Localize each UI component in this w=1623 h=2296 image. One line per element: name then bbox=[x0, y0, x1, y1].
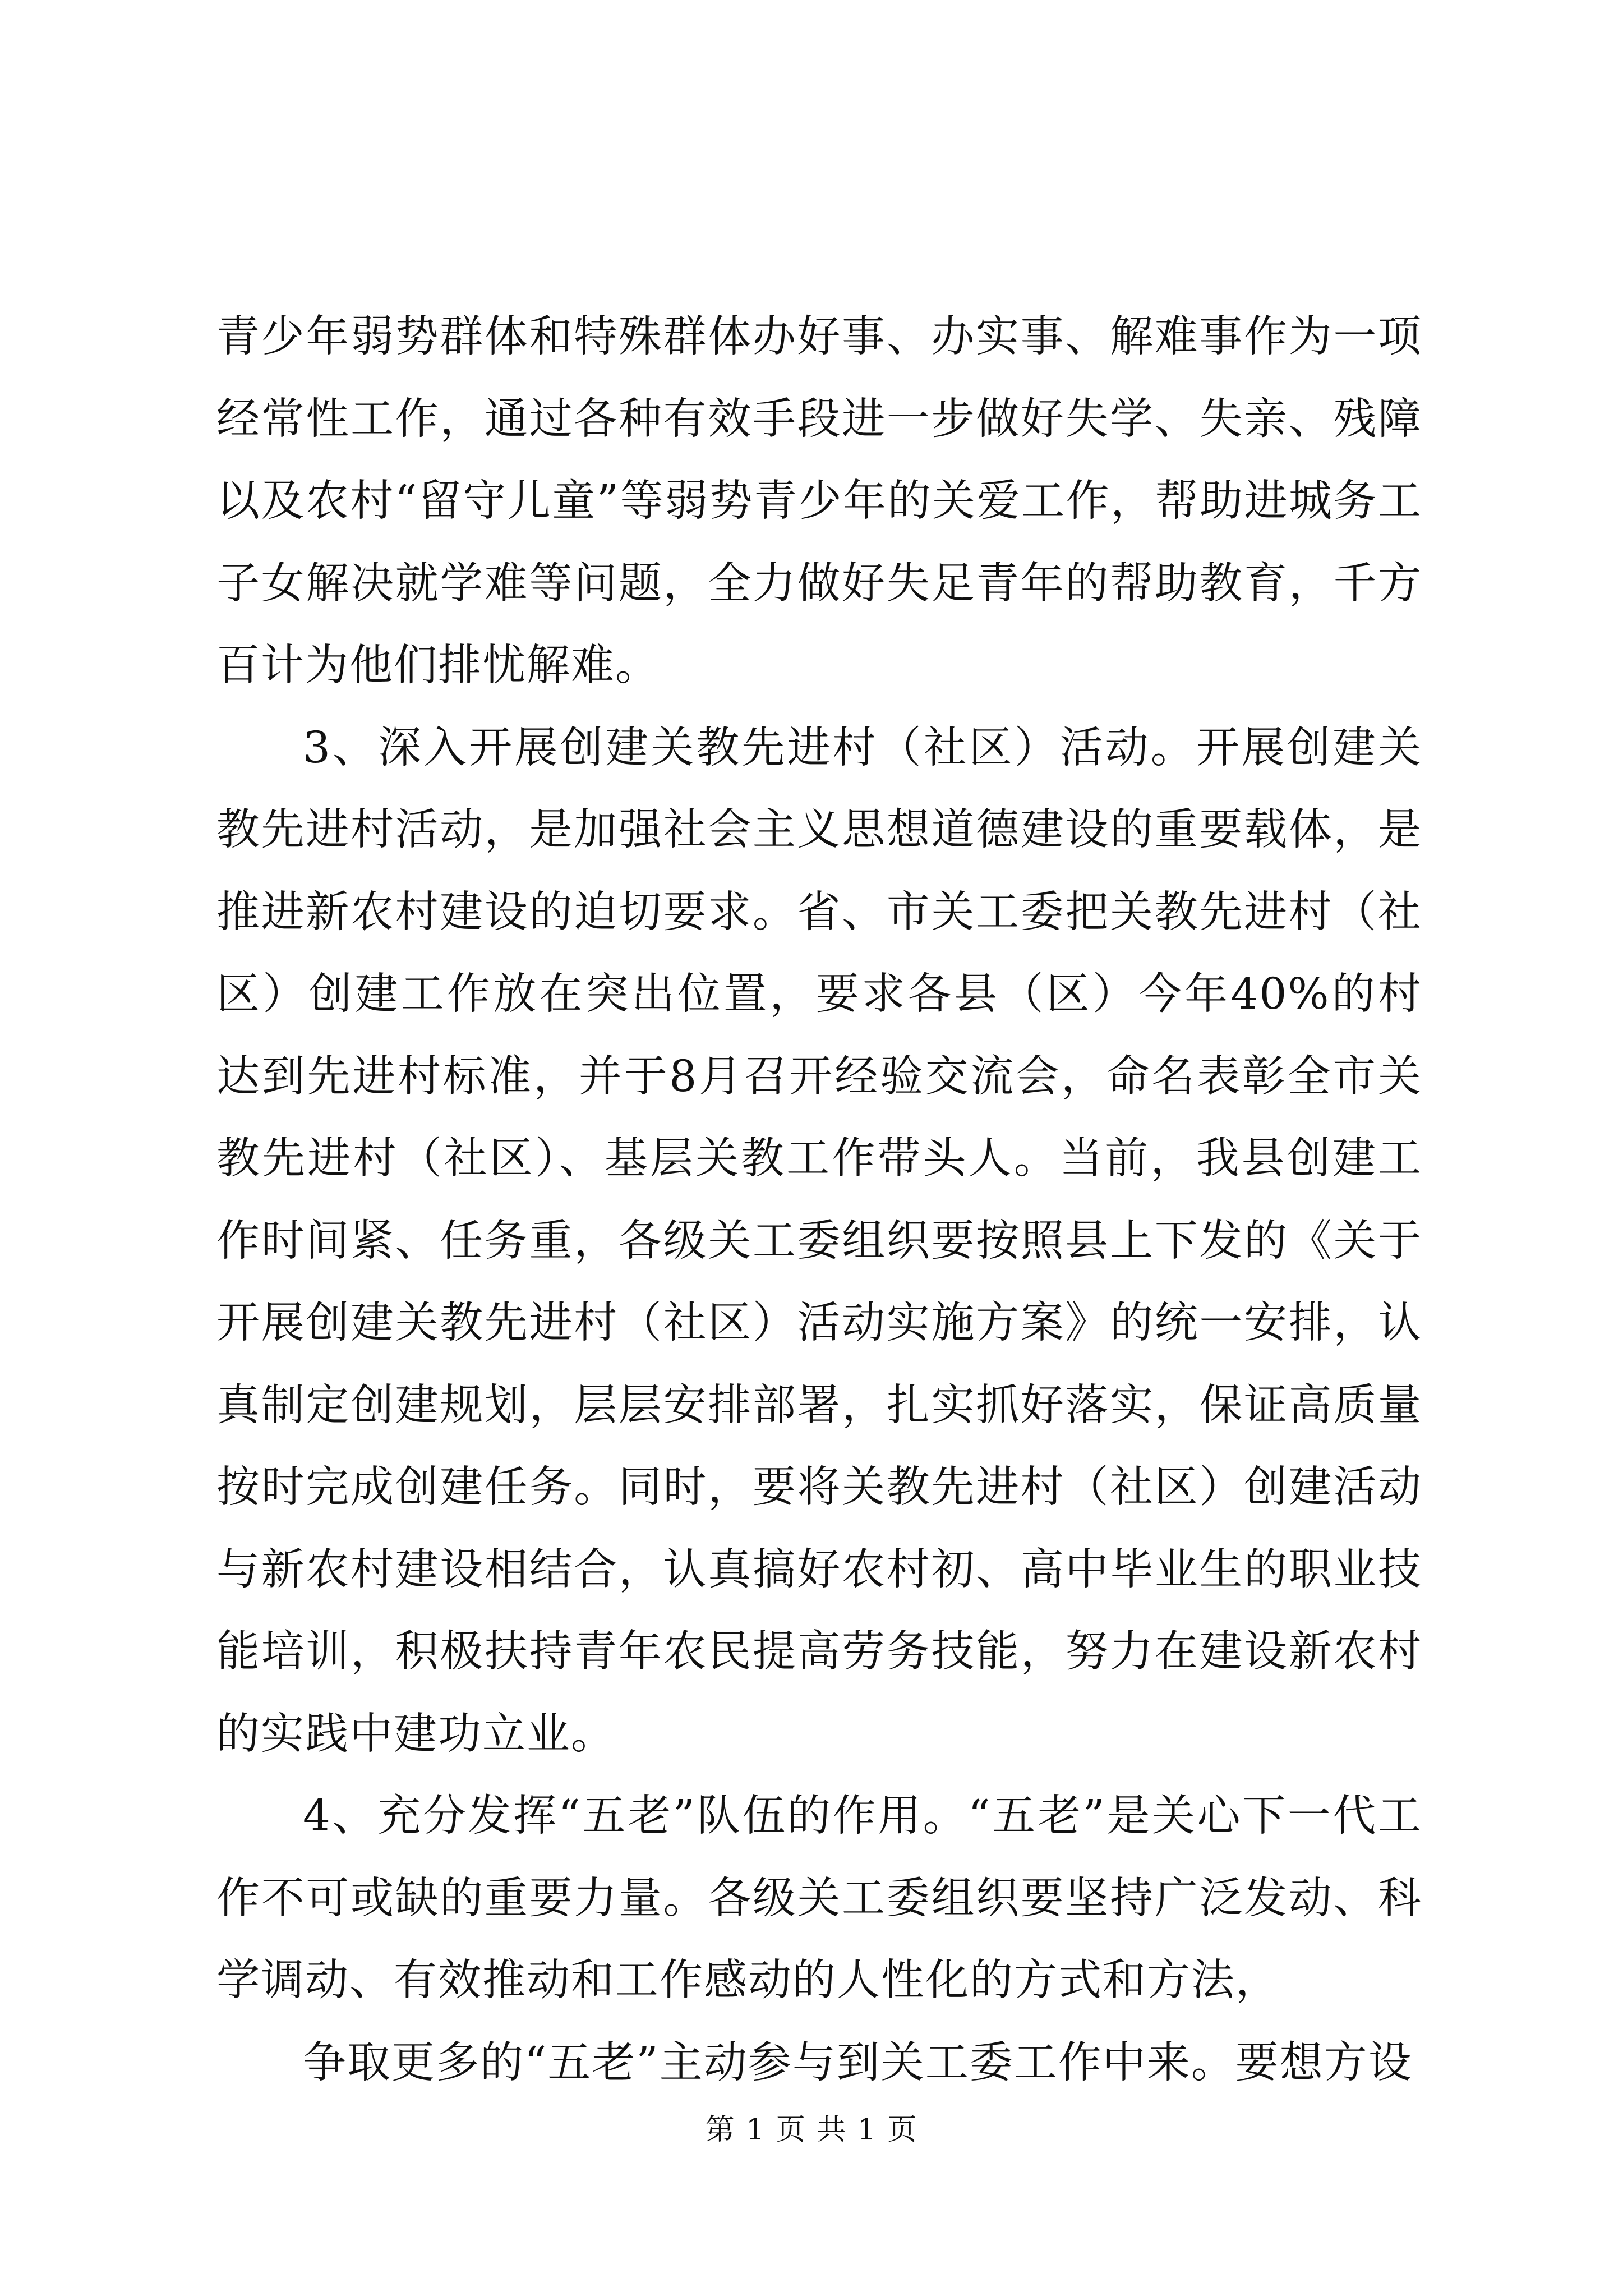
document-body bbox=[216, 296, 1422, 2104]
paragraph-item-4-continued: 争取更多的“五老”主动参与到关工委工作中来。要想方设 bbox=[303, 2037, 1413, 2088]
paragraph-item-3: 3、深入开展创建关教先进村（社区）活动。开展创建关教先进村活动，是加强社会主义思想道德建设的重要载体，是推进新农村建设的迫切要求。省、市关工委把关教先进村（社区）创建工作放在突出位置，要求各县（区）今年40%的村达到先进村标准，并于8月召开经验交流会，命名表彰全市关教先进村（社区）、基层关教工作带头人。当前，我县创建工作时间紧、任务重，各级关工委组织要按照县上下发的《关于开展创建关教先进村（社区）活动实施方案》的统一安排，认真制定创建规划，层层安排部署，扎实抓好落实，保证高质量按时完成创建任务。同时，要将关教先进村（社区）创建活动与新农村建设相结合，认真搞好农村初、高中毕业生的职业技能培训，积极扶持青年农民提高劳务技能，努力在建设新农村的实践中建功立业。 bbox=[216, 723, 1422, 1759]
page-footer: 第 1 页 共 1 页 bbox=[705, 2113, 918, 2147]
paragraph-continuation: 青少年弱势群体和特殊群体办好事、办实事、解难事作为一项经常性工作，通过各种有效手段进一步做好失学、失亲、残障以及农村“留守儿童”等弱势青少年的关爱工作，帮助进城务工子女解决就学难等问题，全力做好失足青年的帮助教育，千方百计为他们排忧解难。 bbox=[216, 312, 1422, 691]
paragraph-item-4: 4、充分发挥“五老”队伍的作用。“五老”是关心下一代工作不可或缺的重要力量。各级关工委组织要坚持广泛发动、科学调动、有效推动和工作感动的人性化的方式和方法， bbox=[216, 1791, 1422, 2005]
